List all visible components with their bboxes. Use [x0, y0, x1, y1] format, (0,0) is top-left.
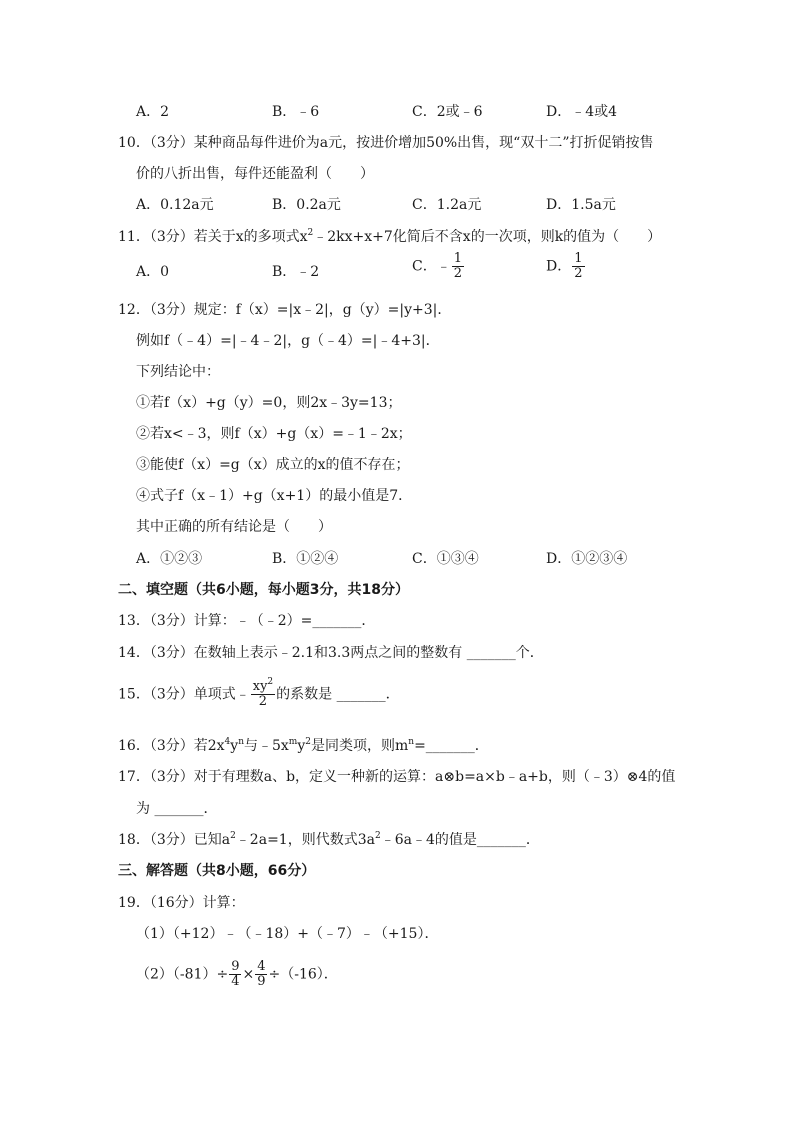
q12-option-b: B．①②④ — [272, 551, 339, 567]
q9-option-c: C．2或﹣6 — [412, 104, 483, 120]
q15-stem — [118, 677, 400, 709]
numerator-text: xy — [252, 679, 268, 694]
q16-exponent-2: n — [238, 737, 244, 747]
q12-stem-line3: 下列结论中： — [136, 364, 220, 380]
q12-option-d: D．①②③④ — [546, 551, 628, 567]
fraction-numerator: 9 — [231, 959, 240, 974]
q16-text-d: y — [297, 738, 306, 754]
q11-option-c — [412, 252, 465, 281]
q12-option-a: A．①②③ — [136, 551, 203, 567]
q12-conclusion-3: ③能使f（x）=g（x）成立的x的值不存在； — [136, 457, 410, 473]
q17-stem-line1: 17．（3分）对于有理数a、b，定义一种新的运算：a⊗b=a×b﹣a+b，则（﹣3）⊗4的值 — [118, 769, 676, 785]
q18-exponent-1: 2 — [230, 831, 236, 841]
q10-stem-line1: 10．（3分）某种商品每件进价为a元，按进价增加50%出售，现“双十二”打折促销按售 — [118, 135, 654, 151]
q16-text-b: y — [230, 738, 239, 754]
q12-ask: 其中正确的所有结论是（ ） — [136, 519, 332, 535]
q16-stem — [118, 736, 489, 756]
q10-stem-line2: 价的八折出售，每件还能盈利（ ） — [136, 166, 374, 182]
q11-option-c-label: C．﹣ — [412, 258, 451, 275]
q10-option-d: D．1.5a元 — [546, 197, 616, 213]
q11-option-d — [546, 252, 586, 281]
q9-option-b: B．﹣6 — [272, 104, 320, 120]
section-heading-fill-in: 二、填空题（共6小题，每小题3分，共18分） — [118, 582, 409, 598]
fraction-denominator: 2 — [574, 266, 583, 281]
q11-option-b: B．﹣2 — [272, 264, 320, 280]
fraction-denominator: 2 — [453, 266, 462, 281]
q19-fraction-1 — [229, 960, 241, 989]
q18-text-a: 18．（3分）已知a — [118, 832, 231, 848]
q9-option-d: D．﹣4或4 — [546, 104, 618, 120]
q11-stem — [118, 227, 661, 247]
q11-text-a: 11．（3分）若关于x的多项式x — [118, 229, 308, 245]
q15-text-prefix: 15．（3分）单项式﹣ — [118, 686, 250, 703]
q12-conclusion-2: ②若x<﹣3，则f（x）+g（x）=﹣1﹣2x； — [136, 426, 412, 442]
q11-exponent: 2 — [307, 228, 314, 238]
q19-part-2 — [136, 960, 338, 989]
q19-part-2-suffix: ÷（-16）． — [268, 966, 338, 983]
fraction-numerator: 1 — [453, 251, 462, 266]
times-sign: × — [242, 966, 255, 983]
q16-exponent-4: 2 — [305, 737, 311, 747]
q16-text-f: =_______． — [414, 738, 489, 754]
q15-text-suffix: 的系数是 _______． — [276, 686, 400, 703]
q16-exponent-1: 4 — [224, 737, 231, 747]
q18-stem — [118, 830, 540, 850]
q18-text-c: ﹣6a﹣4的值是_______． — [380, 832, 540, 848]
q19-fraction-2 — [255, 960, 267, 989]
fraction-numerator: 4 — [257, 959, 266, 974]
q17-stem-line2: 为 _______． — [136, 801, 218, 817]
q10-option-b: B．0.2a元 — [272, 197, 341, 213]
q9-option-a: A．2 — [136, 104, 170, 120]
q10-option-c: C．1.2a元 — [412, 197, 482, 213]
q18-text-b: ﹣2a=1，则代数式3a — [235, 832, 375, 848]
q16-text-c: 与﹣5x — [243, 738, 289, 754]
q11-option-d-label: D． — [546, 258, 572, 275]
q13-stem: 13．（3分）计算：﹣（﹣2）=_______． — [118, 613, 376, 629]
fraction-denominator: 2 — [251, 694, 275, 709]
q19-title: 19．（16分）计算： — [118, 895, 245, 911]
q19-part-1: （1）（+12）﹣（﹣18）+（﹣7）﹣（+15）． — [136, 926, 439, 942]
q12-conclusion-1: ①若f（x）+g（y）=0，则2x﹣3y=13； — [136, 395, 402, 411]
q12-stem-line1: 12．（3分）规定：f（x）=|x﹣2|，g（y）=|y+3|． — [118, 302, 452, 318]
q18-exponent-2: 2 — [374, 831, 381, 841]
fraction-denominator: 9 — [257, 974, 266, 989]
q12-option-c: C．①③④ — [412, 551, 479, 567]
q16-exponent-3: m — [288, 737, 298, 747]
q12-stem-line2: 例如f（﹣4）=|﹣4﹣2|，g（﹣4）=|﹣4+3|． — [136, 333, 440, 349]
q16-exponent-5: n — [408, 737, 415, 747]
q15-fraction — [251, 677, 275, 709]
q12-conclusion-4: ④式子f（x﹣1）+g（x+1）的最小值是7． — [136, 488, 413, 504]
q14-stem: 14．（3分）在数轴上表示﹣2.1和3.3两点之间的整数有 _______个． — [118, 645, 544, 661]
fraction-numerator — [251, 677, 275, 694]
numerator-exponent: 2 — [267, 677, 274, 687]
q11-option-a: A．0 — [136, 264, 170, 280]
q19-part-2-prefix: （2）（-81）÷ — [136, 966, 229, 983]
q11-option-d-fraction — [572, 252, 584, 281]
fraction-denominator: 4 — [231, 974, 240, 989]
section-heading-solve: 三、解答题（共8小题，66分） — [118, 863, 316, 879]
fraction-numerator: 1 — [574, 251, 583, 266]
q16-text-a: 16．（3分）若2x — [118, 738, 225, 754]
q11-option-c-fraction — [452, 252, 464, 281]
q10-option-a: A．0.12a元 — [136, 197, 214, 213]
q16-text-e: 是同类项，则m — [311, 738, 409, 754]
q11-text-b: ﹣2kx+x+7化简后不含x的一次项，则k的值为（ ） — [313, 229, 662, 245]
